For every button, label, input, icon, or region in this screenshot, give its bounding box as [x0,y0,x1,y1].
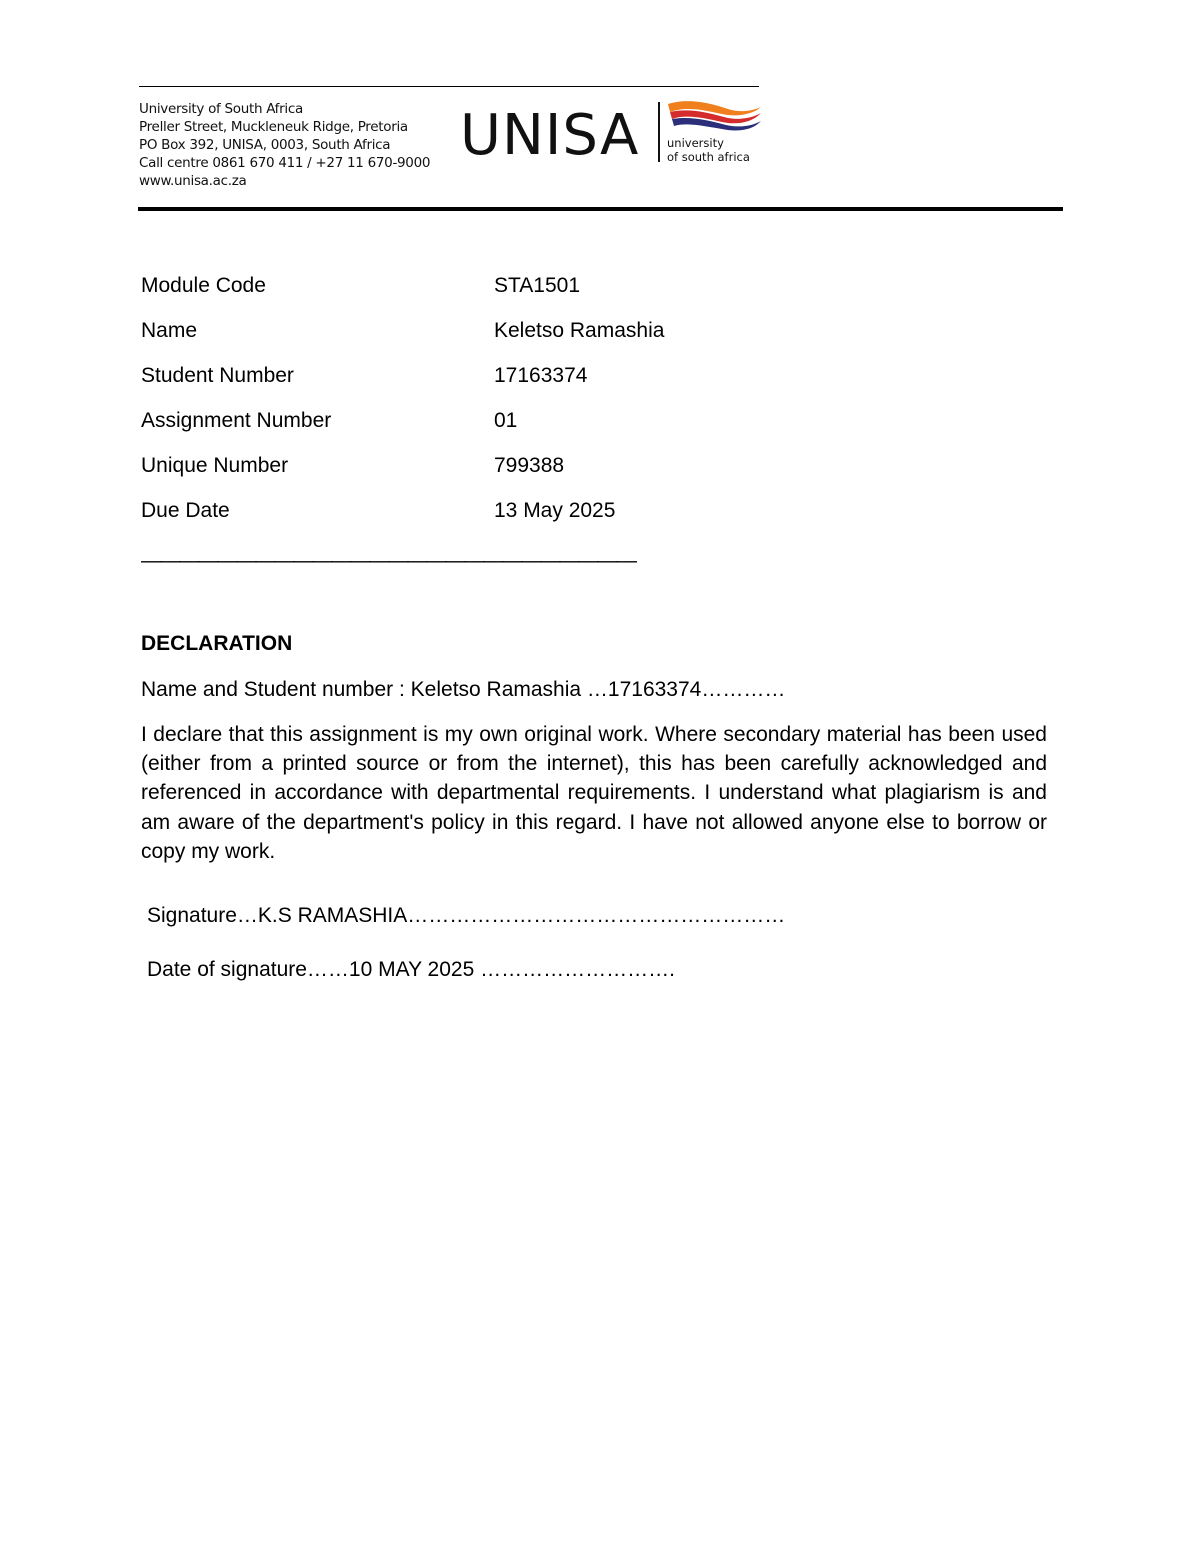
declaration-name-line: Name and Student number : Keletso Ramashia …17163374………… [141,678,786,701]
info-value: STA1501 [494,274,580,297]
logo-subtitle-line1: university [667,136,724,150]
info-value: 01 [494,409,518,432]
address-line-street: Preller Street, Muckleneuk Ridge, Pretoria [139,119,408,135]
info-label: Due Date [141,499,230,522]
info-label: Assignment Number [141,409,332,432]
logo-subtitle [667,136,750,164]
signature-line: Signature…K.S RAMASHIA……………………………………………… [147,904,786,927]
declaration-text: I declare that this assignment is my own original work. Where secondary material has been used (either from a printed source or from the internet), this has been carefully acknowledged and referenced in accordance with departmental requirements. I understand what plagiarism is and am aware of the department's policy in this regard. I have not allowed anyone else to borrow or copy my work. [141,723,1047,863]
signature-date-line: Date of signature……10 MAY 2025 ………………………. [147,958,675,981]
address-line-institution: University of South Africa [139,101,303,117]
address-line-po-box: PO Box 392, UNISA, 0003, South Africa [139,137,391,153]
info-value: 17163374 [494,364,588,387]
info-value: 13 May 2025 [494,499,616,522]
info-value: Keletso Ramashia [494,319,665,342]
section-separator: —————————————————————————— [141,549,635,572]
address-line-call-centre: Call centre 0861 670 411 / +27 11 670-9000 [139,155,431,171]
info-label: Name [141,319,198,342]
logo-divider [658,102,660,162]
info-label: Module Code [141,274,266,297]
letterhead-bottom-rule [138,207,1063,211]
info-label: Student Number [141,364,294,387]
declaration-title: DECLARATION [141,632,293,655]
unisa-logo [460,100,765,170]
letterhead-top-rule [139,86,759,87]
info-value: 799388 [494,454,565,477]
flag-icon [666,100,762,132]
logo-wordmark: UNISA [460,103,640,168]
info-label: Unique Number [141,454,289,477]
logo-subtitle-line2: of south africa [667,150,750,164]
letterhead-address [139,100,430,190]
address-line-website: www.unisa.ac.za [139,173,247,189]
